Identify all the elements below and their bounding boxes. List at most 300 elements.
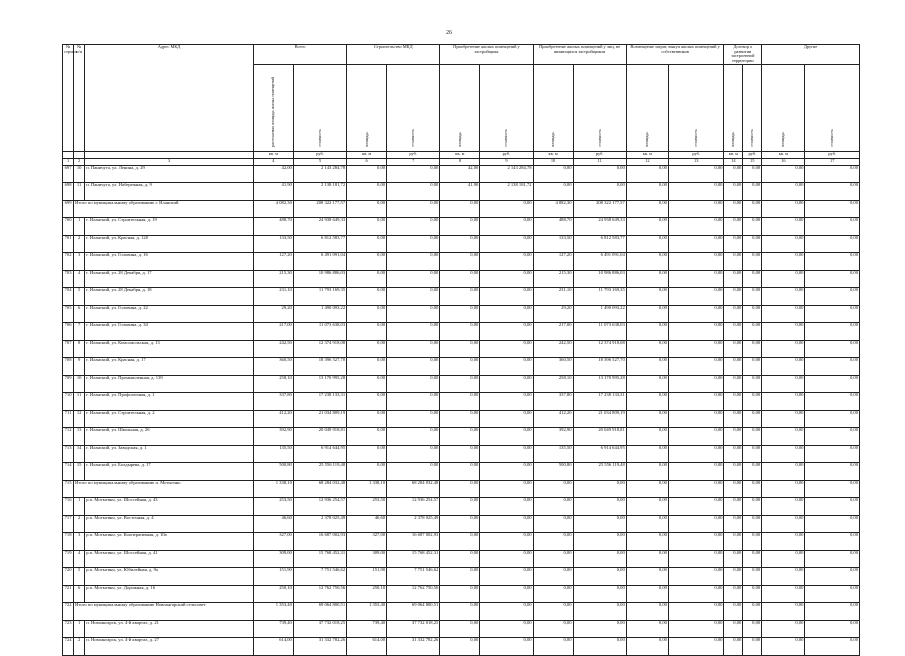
area-cell: 0,00 — [347, 358, 387, 376]
area-cell: 0,00 — [762, 638, 805, 656]
area-cell: 0,00 — [440, 235, 480, 253]
pp-number-cell: 7 — [74, 323, 85, 341]
area-cell: 1 353,40 — [253, 603, 293, 621]
cost-cell: 68 284 032,48 — [387, 480, 440, 498]
area-cell: 1 338,10 — [253, 480, 293, 498]
pp-number-cell: 9 — [74, 358, 85, 376]
unit-cell: руб. — [293, 151, 346, 158]
cost-cell: 0,00 — [743, 200, 762, 218]
cost-cell: 0,00 — [805, 445, 860, 463]
unit-cell: руб. — [573, 151, 626, 158]
area-cell: 0,00 — [626, 515, 668, 533]
area-cell: 0,00 — [762, 358, 805, 376]
cost-cell: 0,00 — [573, 638, 626, 656]
cost-cell: 0,00 — [668, 533, 724, 551]
area-cell: 614,00 — [347, 638, 387, 656]
cost-cell: 0,00 — [387, 410, 440, 428]
address-cell: г. Иланский, ул. Строительная, д. 2 — [85, 410, 254, 428]
cost-cell: 2 143 284,78 — [293, 165, 346, 183]
area-cell: 0,00 — [533, 498, 573, 516]
area-cell: 0,00 — [347, 270, 387, 288]
address-cell: п. Паничуга, ул. Ленина, д. 29 — [85, 165, 254, 183]
cost-cell: 12 762 750,56 — [293, 585, 346, 603]
cost-cell: 208 322 177,57 — [293, 200, 346, 218]
row-number-cell: 715 — [63, 480, 74, 498]
cost-cell: 0,00 — [805, 603, 860, 621]
cost-cell: 0,00 — [668, 428, 724, 446]
area-cell: 0,00 — [347, 200, 387, 218]
address-cell: г. Иланский, ул. 28 Декабря, д. 18 — [85, 288, 254, 306]
area-cell: 0,00 — [347, 165, 387, 183]
page-number: 26 — [446, 30, 452, 36]
area-cell: 0,00 — [762, 183, 805, 201]
cost-cell: 20 049 918,81 — [573, 428, 626, 446]
cost-cell: 0,00 — [668, 270, 724, 288]
table-row — [63, 550, 860, 568]
cost-cell: 0,00 — [743, 270, 762, 288]
area-cell: 0,00 — [347, 218, 387, 236]
subheader-cost: стоимость — [316, 129, 322, 147]
column-number-cell: 8 — [440, 158, 480, 165]
pp-number-cell: 6 — [74, 585, 85, 603]
cost-cell: 0,00 — [387, 358, 440, 376]
cost-cell: 0,00 — [805, 498, 860, 516]
cost-cell: 0,00 — [743, 253, 762, 271]
cost-cell: 0,00 — [805, 568, 860, 586]
pp-number-cell: 10 — [74, 165, 85, 183]
cost-cell: 6 491 091,04 — [573, 253, 626, 271]
area-cell: 0,00 — [762, 603, 805, 621]
unit-cell: кв. м — [253, 151, 293, 158]
cost-cell: 0,00 — [480, 358, 533, 376]
row-number-cell: 707 — [63, 340, 74, 358]
row-number-cell: 721 — [63, 585, 74, 603]
column-number-cell: 10 — [533, 158, 573, 165]
area-cell: 0,00 — [724, 428, 743, 446]
cost-cell: 6 812 583,77 — [293, 235, 346, 253]
area-cell: 0,00 — [440, 620, 480, 638]
cost-cell: 2 138 181,72 — [480, 183, 533, 201]
area-cell: 500,80 — [533, 463, 573, 481]
area-cell: 614,00 — [253, 638, 293, 656]
cost-cell: 0,00 — [743, 533, 762, 551]
cost-cell: 0,00 — [668, 620, 724, 638]
subheader-area: площадь — [780, 132, 786, 147]
cost-cell: 0,00 — [668, 498, 724, 516]
cost-cell: 0,00 — [387, 305, 440, 323]
unit-cell: кв. м — [440, 151, 480, 158]
area-cell: 0,00 — [533, 183, 573, 201]
area-cell: 0,00 — [440, 323, 480, 341]
table-row — [63, 200, 860, 218]
unit-cell: руб. — [387, 151, 440, 158]
cost-cell: 0,00 — [743, 288, 762, 306]
area-cell: 337,80 — [253, 393, 293, 411]
area-cell: 0,00 — [626, 340, 668, 358]
area-cell: 0,00 — [440, 550, 480, 568]
area-cell: 151,90 — [347, 568, 387, 586]
row-number-cell: 724 — [63, 638, 74, 656]
area-cell: 0,00 — [626, 603, 668, 621]
area-cell: 0,00 — [762, 218, 805, 236]
column-number-cell: 11 — [573, 158, 626, 165]
area-cell: 412,20 — [253, 410, 293, 428]
area-cell: 0,00 — [762, 568, 805, 586]
area-cell: 0,00 — [724, 183, 743, 201]
area-cell: 0,00 — [724, 305, 743, 323]
cost-cell: 0,00 — [480, 498, 533, 516]
area-cell: 0,00 — [626, 410, 668, 428]
cost-cell: 0,00 — [668, 515, 724, 533]
area-cell: 0,00 — [724, 253, 743, 271]
area-cell: 360,50 — [253, 358, 293, 376]
area-cell: 309,00 — [347, 550, 387, 568]
area-cell: 258,10 — [533, 375, 573, 393]
table-row — [63, 445, 860, 463]
row-number-cell: 712 — [63, 428, 74, 446]
area-cell: 0,00 — [762, 253, 805, 271]
cost-cell: 0,00 — [480, 428, 533, 446]
cost-cell: 0,00 — [743, 235, 762, 253]
cost-cell: 0,00 — [805, 200, 860, 218]
area-cell: 0,00 — [626, 305, 668, 323]
column-number-cell: 1 — [63, 158, 74, 165]
column-number-cell: 4 — [253, 158, 293, 165]
row-number-cell: 710 — [63, 393, 74, 411]
cost-cell: 0,00 — [668, 445, 724, 463]
cost-cell: 0,00 — [805, 375, 860, 393]
table-row — [63, 340, 860, 358]
cost-cell: 0,00 — [387, 340, 440, 358]
area-cell: 0,00 — [347, 183, 387, 201]
row-number-cell: 697 — [63, 165, 74, 183]
area-cell: 1 338,10 — [347, 480, 387, 498]
cost-cell: 16 687 002,93 — [293, 533, 346, 551]
pp-number-cell: 5 — [74, 288, 85, 306]
cost-cell: 0,00 — [387, 165, 440, 183]
table-row — [63, 218, 860, 236]
unit-cell: кв. м — [626, 151, 668, 158]
area-cell: 217,00 — [253, 323, 293, 341]
subheader-area: площадь — [549, 132, 555, 147]
subheader-cost: стоимость — [693, 129, 699, 147]
cost-cell: 0,00 — [805, 585, 860, 603]
cost-cell: 0,00 — [805, 323, 860, 341]
cost-cell: 208 322 177,57 — [573, 200, 626, 218]
cost-cell: 31 332 782,26 — [293, 638, 346, 656]
cost-cell: 0,00 — [480, 533, 533, 551]
column-number-cell: 12 — [626, 158, 668, 165]
pp-number-cell: 13 — [74, 428, 85, 446]
area-cell: 0,00 — [347, 375, 387, 393]
area-cell: 42,00 — [440, 165, 480, 183]
column-number-cell: 5 — [293, 158, 346, 165]
address-cell: г. Иланский, ул. Головина, д. 16 — [85, 253, 254, 271]
cost-cell: 6 914 644,95 — [293, 445, 346, 463]
unit-cell: кв. м — [762, 151, 805, 158]
address-cell: г. Иланский, ул. Головина, д. 34 — [85, 323, 254, 341]
subheader-area: расселяемая площадь жилых помещений — [270, 76, 276, 147]
table-row — [63, 323, 860, 341]
cost-cell: 0,00 — [743, 375, 762, 393]
cost-cell: 11 073 638,03 — [293, 323, 346, 341]
cost-cell: 0,00 — [743, 480, 762, 498]
area-cell: 0,00 — [347, 445, 387, 463]
area-cell: 4 082,30 — [533, 200, 573, 218]
table-row — [63, 183, 860, 201]
subheader-cost: стоимость — [749, 129, 755, 147]
table-row — [63, 288, 860, 306]
cost-cell: 0,00 — [387, 235, 440, 253]
area-cell: 309,00 — [253, 550, 293, 568]
cost-cell: 12 762 750,56 — [387, 585, 440, 603]
cost-cell: 0,00 — [668, 638, 724, 656]
table-row — [63, 428, 860, 446]
area-cell: 0,00 — [440, 253, 480, 271]
area-cell: 0,00 — [724, 410, 743, 428]
area-cell: 0,00 — [762, 410, 805, 428]
cost-cell: 0,00 — [743, 620, 762, 638]
pp-number-cell: 1 — [74, 498, 85, 516]
area-cell: 0,00 — [347, 410, 387, 428]
column-number-cell: 2 — [74, 158, 85, 165]
header-group-territory: Договор о развитии застроенной территории — [724, 45, 762, 65]
table-row — [63, 533, 860, 551]
cost-cell: 0,00 — [387, 393, 440, 411]
area-cell: 0,00 — [533, 603, 573, 621]
area-cell: 0,00 — [626, 533, 668, 551]
cost-cell: 0,00 — [805, 480, 860, 498]
area-cell: 127,20 — [253, 253, 293, 271]
cost-cell: 68 284 032,48 — [293, 480, 346, 498]
area-cell: 217,00 — [533, 323, 573, 341]
area-cell: 0,00 — [533, 568, 573, 586]
area-cell: 0,00 — [724, 480, 743, 498]
area-cell: 0,00 — [626, 270, 668, 288]
cost-cell: 0,00 — [668, 183, 724, 201]
cost-cell: 0,00 — [573, 480, 626, 498]
cost-cell: 0,00 — [743, 165, 762, 183]
area-cell: 0,00 — [440, 463, 480, 481]
cost-cell: 0,00 — [573, 603, 626, 621]
header-group-other: Другие — [762, 45, 860, 65]
pp-number-cell: 1 — [74, 218, 85, 236]
row-number-cell: 716 — [63, 498, 74, 516]
unit-cell: кв. м — [533, 151, 573, 158]
table-row — [63, 515, 860, 533]
cost-cell: 0,00 — [387, 428, 440, 446]
cost-cell: 0,00 — [480, 585, 533, 603]
pp-number-cell: 11 — [74, 183, 85, 201]
column-number-cell: 13 — [668, 158, 724, 165]
cost-cell: 0,00 — [668, 165, 724, 183]
units-row — [63, 151, 860, 158]
units-blank-cell — [85, 151, 254, 158]
cost-cell: 0,00 — [573, 183, 626, 201]
area-cell: 135,50 — [533, 445, 573, 463]
cost-cell: 31 332 782,26 — [387, 638, 440, 656]
area-cell: 0,00 — [724, 393, 743, 411]
area-cell: 0,00 — [626, 218, 668, 236]
cost-cell: 0,00 — [573, 165, 626, 183]
area-cell: 0,00 — [626, 375, 668, 393]
cost-cell: 37 732 018,25 — [387, 620, 440, 638]
header-group-non-developer: Приобретение жилых помещений у лиц, не являющихся застройщиком — [533, 45, 626, 65]
cost-cell: 0,00 — [480, 515, 533, 533]
column-number-cell: 3 — [85, 158, 254, 165]
area-cell: 488,70 — [533, 218, 573, 236]
area-cell: 242,50 — [533, 340, 573, 358]
cost-cell: 0,00 — [668, 410, 724, 428]
area-cell: 0,00 — [533, 585, 573, 603]
table-row — [63, 253, 860, 271]
area-cell: 0,00 — [626, 253, 668, 271]
cost-cell: 0,00 — [573, 568, 626, 586]
area-cell: 0,00 — [626, 165, 668, 183]
area-cell: 0,00 — [440, 603, 480, 621]
cost-cell: 2 378 025,49 — [293, 515, 346, 533]
area-cell: 0,00 — [533, 515, 573, 533]
subheader-cost: стоимость — [410, 129, 416, 147]
cost-cell: 2 378 025,49 — [387, 515, 440, 533]
area-cell: 127,20 — [533, 253, 573, 271]
cost-cell: 0,00 — [805, 305, 860, 323]
row-number-cell: 705 — [63, 305, 74, 323]
area-cell: 0,00 — [440, 340, 480, 358]
area-cell: 392,90 — [533, 428, 573, 446]
cost-cell: 16 687 002,93 — [387, 533, 440, 551]
cost-cell: 0,00 — [668, 305, 724, 323]
cost-cell: 0,00 — [805, 358, 860, 376]
cost-cell: 12 374 918,08 — [293, 340, 346, 358]
row-number-cell: 713 — [63, 445, 74, 463]
area-cell: 0,00 — [724, 568, 743, 586]
row-number-cell: 714 — [63, 463, 74, 481]
cost-cell: 0,00 — [743, 515, 762, 533]
area-cell: 0,00 — [440, 270, 480, 288]
row-number-cell: 698 — [63, 183, 74, 201]
header-pp-number: № п/п — [74, 45, 85, 152]
area-cell: 0,00 — [724, 375, 743, 393]
area-cell: 0,00 — [724, 550, 743, 568]
area-cell: 133,50 — [533, 235, 573, 253]
row-number-cell: 720 — [63, 568, 74, 586]
subheader-area: площадь — [363, 132, 369, 147]
area-cell: 0,00 — [626, 463, 668, 481]
area-cell: 0,00 — [440, 200, 480, 218]
cost-cell: 0,00 — [805, 638, 860, 656]
cost-cell: 69 064 800,51 — [293, 603, 346, 621]
row-number-cell: 722 — [63, 603, 74, 621]
area-cell: 0,00 — [762, 200, 805, 218]
column-numbers-row — [63, 158, 860, 165]
cost-cell: 0,00 — [805, 270, 860, 288]
cost-cell: 10 986 886,03 — [573, 270, 626, 288]
cost-cell: 0,00 — [668, 463, 724, 481]
cost-cell: 0,00 — [743, 358, 762, 376]
area-cell: 0,00 — [762, 288, 805, 306]
area-cell: 0,00 — [626, 288, 668, 306]
pp-number-cell: 12 — [74, 410, 85, 428]
area-cell: 488,70 — [253, 218, 293, 236]
area-cell: 0,00 — [762, 375, 805, 393]
area-cell: 250,10 — [347, 585, 387, 603]
area-cell: 337,80 — [533, 393, 573, 411]
area-cell: 0,00 — [762, 515, 805, 533]
area-cell: 0,00 — [724, 620, 743, 638]
cost-cell: 7 751 546,62 — [387, 568, 440, 586]
cost-cell: 0,00 — [668, 218, 724, 236]
cost-cell: 7 751 546,62 — [293, 568, 346, 586]
area-cell: 412,20 — [533, 410, 573, 428]
area-cell: 0,00 — [762, 498, 805, 516]
cost-cell: 21 034 809,19 — [573, 410, 626, 428]
cost-cell: 0,00 — [480, 393, 533, 411]
cost-cell: 0,00 — [805, 533, 860, 551]
area-cell: 0,00 — [626, 323, 668, 341]
row-number-cell: 719 — [63, 550, 74, 568]
unit-cell: руб. — [480, 151, 533, 158]
area-cell: 253,50 — [347, 498, 387, 516]
cost-cell: 13 170 995,28 — [293, 375, 346, 393]
cost-cell: 0,00 — [743, 550, 762, 568]
cost-cell: 0,00 — [387, 375, 440, 393]
area-cell: 151,90 — [253, 568, 293, 586]
area-cell: 0,00 — [724, 603, 743, 621]
area-cell: 0,00 — [762, 270, 805, 288]
unit-cell: кв. м — [347, 151, 387, 158]
row-number-cell: 702 — [63, 253, 74, 271]
area-cell: 46,60 — [347, 515, 387, 533]
area-cell: 0,00 — [440, 358, 480, 376]
address-cell: г. Иланский, ул. Комсомольская, д. 13 — [85, 340, 254, 358]
cost-cell: 0,00 — [480, 550, 533, 568]
cost-cell: 0,00 — [480, 410, 533, 428]
table-row — [63, 585, 860, 603]
area-cell: 0,00 — [724, 498, 743, 516]
area-cell: 0,00 — [626, 393, 668, 411]
area-cell: 0,00 — [626, 638, 668, 656]
table-row — [63, 603, 860, 621]
cost-cell: 1 490 093,22 — [573, 305, 626, 323]
row-number-cell: 699 — [63, 200, 74, 218]
area-cell: 0,00 — [626, 498, 668, 516]
pp-number-cell: 1 — [74, 620, 85, 638]
area-cell: 0,00 — [762, 550, 805, 568]
subtotal-label-cell: Итого по муниципальному образованию Новоангарский сельсовет — [74, 603, 254, 621]
area-cell: 0,00 — [626, 568, 668, 586]
area-cell: 327,00 — [347, 533, 387, 551]
address-cell: г. Иланский, ул. Строительная, д. 19 — [85, 218, 254, 236]
cost-cell: 18 396 527,70 — [573, 358, 626, 376]
cost-cell: 0,00 — [668, 323, 724, 341]
pp-number-cell: 2 — [74, 638, 85, 656]
unit-cell: руб. — [743, 151, 762, 158]
area-cell: 1 353,40 — [347, 603, 387, 621]
cost-cell: 0,00 — [805, 463, 860, 481]
cost-cell: 0,00 — [387, 445, 440, 463]
area-cell: 0,00 — [762, 620, 805, 638]
pp-number-cell: 6 — [74, 305, 85, 323]
area-cell: 0,00 — [533, 638, 573, 656]
area-cell: 0,00 — [762, 340, 805, 358]
table-row — [63, 393, 860, 411]
cost-cell: 0,00 — [743, 428, 762, 446]
cost-cell: 0,00 — [668, 288, 724, 306]
table-row — [63, 270, 860, 288]
area-cell: 0,00 — [762, 428, 805, 446]
area-cell: 215,30 — [253, 270, 293, 288]
